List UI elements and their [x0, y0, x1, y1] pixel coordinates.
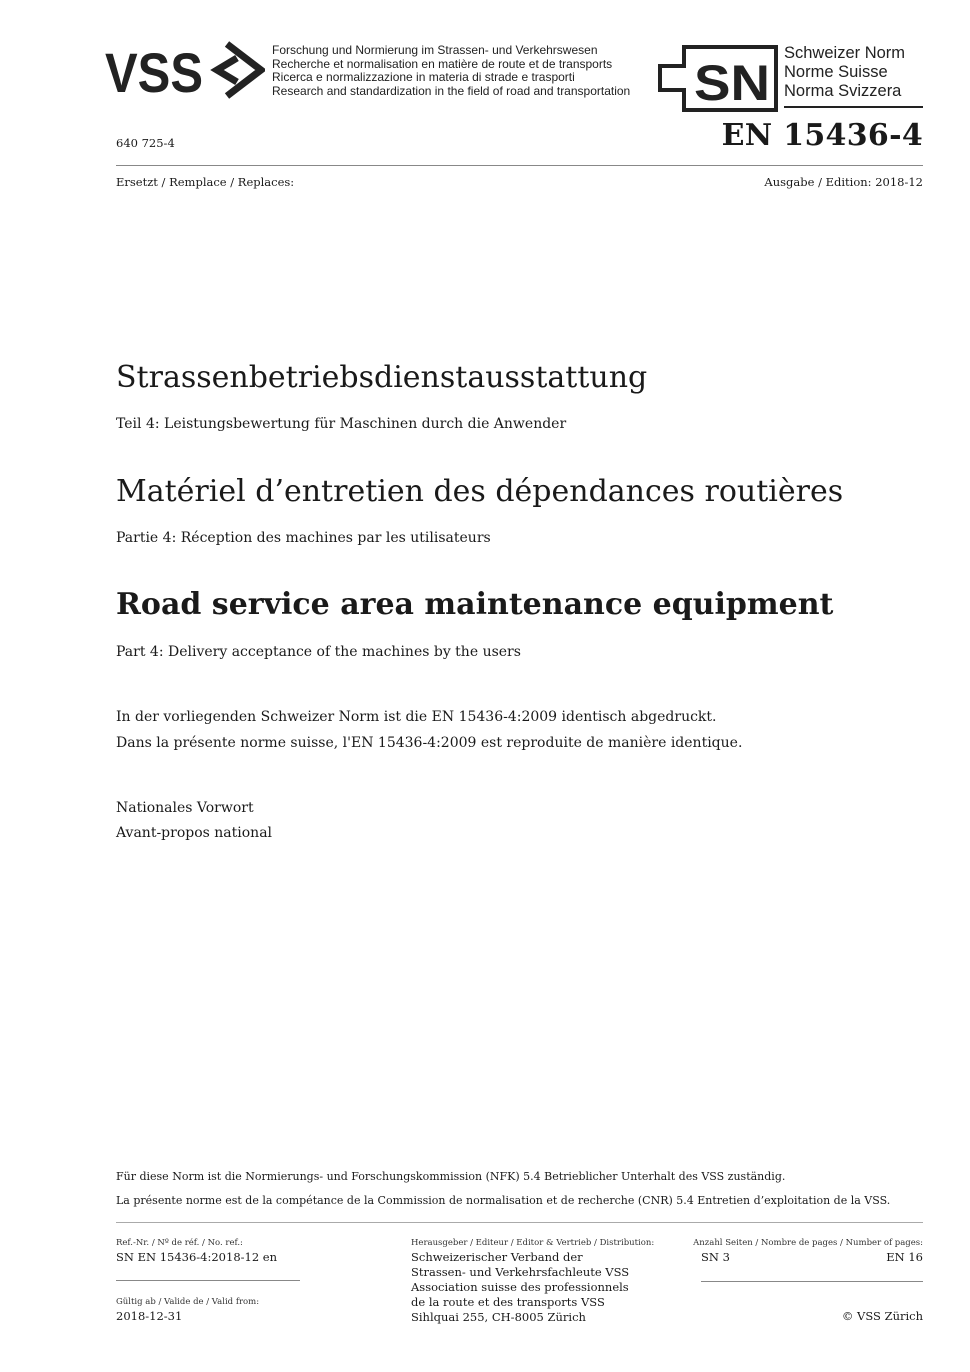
sn-logo-text: SN	[694, 55, 770, 111]
page-count-sn: SN 3	[701, 1250, 730, 1264]
page-count-divider	[701, 1281, 923, 1282]
sn-line-fr: Norme Suisse	[784, 63, 888, 81]
publisher-line: Strassen- und Verkehrsfachleute VSS	[411, 1265, 630, 1279]
header-divider	[116, 165, 923, 166]
vss-tagline-fr: Recherche et normalisation en matière de route et de transports	[272, 56, 613, 71]
page-count-label: Anzahl Seiten / Nombre de pages / Number of pages:	[693, 1238, 923, 1248]
identical-note-german: In der vorliegenden Schweizer Norm ist die EN 15436-4:2009 identisch abgedruckt.	[116, 709, 717, 725]
subtitle-french: Partie 4: Réception des machines par les utilisateurs	[116, 530, 491, 546]
replaces-label: Ersetzt / Remplace / Replaces:	[116, 175, 295, 189]
title-german: Strassenbetriebsdienstausstattung	[116, 360, 648, 395]
valid-from-label: Gültig ab / Valide de / Valid from:	[116, 1297, 260, 1307]
sn-designation	[784, 44, 905, 101]
vss-tagline-de: Forschung und Normierung im Strassen- und Verkehrswesen	[272, 43, 598, 57]
sn-line-de: Schweizer Norm	[784, 44, 906, 62]
page-count-en: EN 16	[886, 1250, 923, 1264]
publisher-line: Sihlquai 255, CH-8005 Zürich	[411, 1310, 586, 1324]
subtitle-english: Part 4: Delivery acceptance of the machines by the users	[116, 644, 521, 660]
publisher-line: de la route et des transports VSS	[411, 1295, 605, 1309]
vss-logo	[105, 40, 265, 100]
document-number: 640 725-4	[116, 136, 175, 150]
sn-line-it: Norma Svizzera	[784, 82, 902, 100]
sn-logo	[656, 44, 778, 112]
vss-logo-text: VSS	[105, 41, 203, 100]
responsibility-german: Für diese Norm ist die Normierungs- und Forschungskommission (NFK) 5.4 Betrieblicher Unterhalt des VSS zuständig.	[116, 1170, 786, 1183]
publisher-label: Herausgeber / Editeur / Editor & Vertrieb / Distribution:	[411, 1238, 655, 1248]
publisher-address	[411, 1250, 629, 1325]
publisher-line: Association suisse des professionnels	[411, 1280, 629, 1294]
reference-value: SN EN 15436-4:2018-12 en	[116, 1250, 278, 1264]
vss-tagline	[272, 44, 630, 98]
title-french: Matériel d’entretien des dépendances routières	[116, 474, 844, 509]
identical-note-french: Dans la présente norme suisse, l'EN 15436-4:2009 est reproduite de manière identique.	[116, 735, 743, 751]
national-foreword-german: Nationales Vorwort	[116, 800, 254, 816]
subtitle-german: Teil 4: Leistungsbewertung für Maschinen durch die Anwender	[116, 416, 567, 432]
responsibility-french: La présente norme est de la compétance de la Commission de normalisation et de recherche (CNR) 5.4 Entretien d’exploitation de la VSS.	[116, 1194, 891, 1207]
vss-tagline-en: Research and standardization in the field of road and transportation	[272, 83, 631, 98]
footer-divider	[116, 1222, 923, 1223]
title-english: Road service area maintenance equipment	[116, 587, 834, 622]
reference-divider	[116, 1280, 300, 1281]
edition-label: Ausgabe / Edition: 2018-12	[764, 175, 923, 189]
valid-from-value: 2018-12-31	[116, 1309, 183, 1323]
copyright: © VSS Zürich	[841, 1309, 923, 1323]
national-foreword-french: Avant-propos national	[116, 825, 273, 841]
sn-underline	[784, 106, 923, 108]
vss-tagline-it: Ricerca e normalizzazione in materia di strade e trasporti	[272, 70, 575, 84]
standard-id: EN 15436-4	[721, 118, 923, 153]
reference-label: Ref.-Nr. / Nº de réf. / No. ref.:	[116, 1238, 243, 1248]
publisher-line: Schweizerischer Verband der	[411, 1250, 583, 1264]
